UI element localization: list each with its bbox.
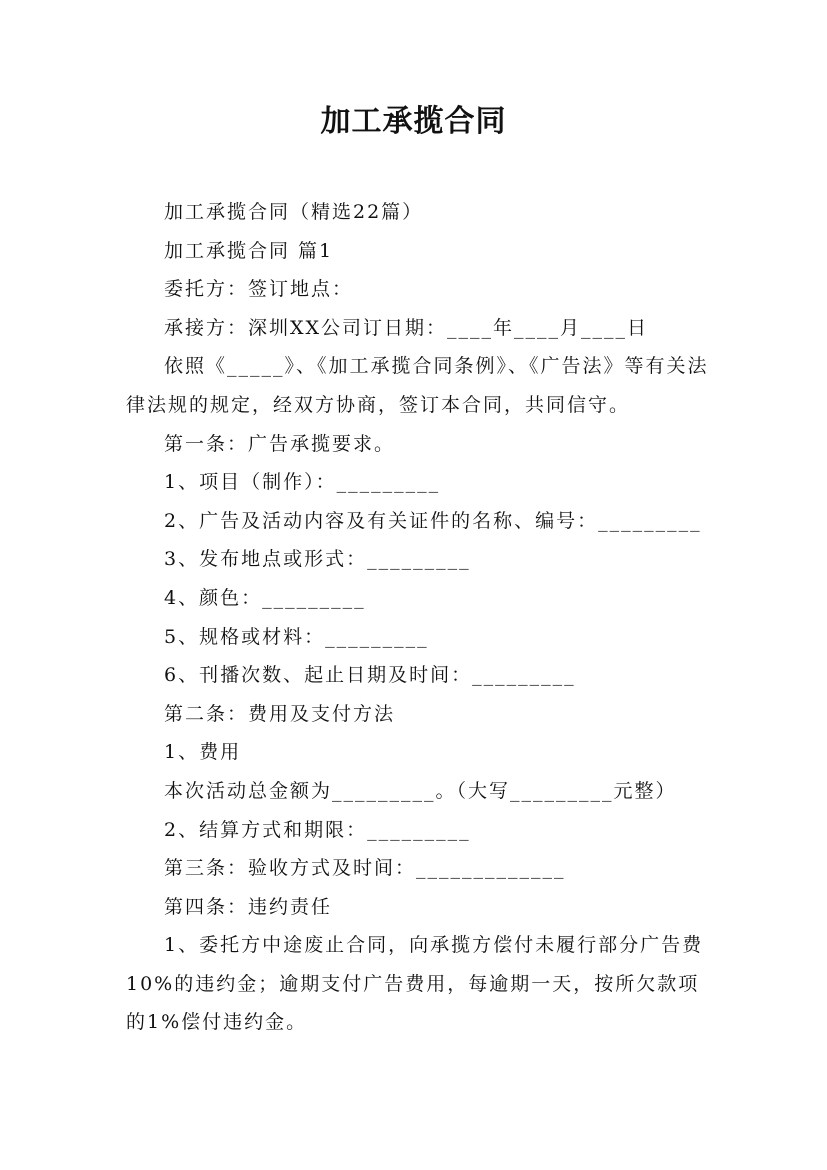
list-item: 3、发布地点或形式：_________ bbox=[164, 548, 471, 571]
paragraph: 本次活动总金额为_________。（大写_________元整） bbox=[164, 779, 677, 802]
section-heading: 第三条：验收方式及时间：_____________ bbox=[164, 857, 566, 880]
document-body bbox=[126, 193, 716, 1042]
section-heading: 第二条：费用及支付方法 bbox=[164, 702, 396, 725]
paragraph: 承接方：深圳XX公司订日期：____年____月____日 bbox=[164, 316, 649, 339]
list-item: 1、项目（制作）：_________ bbox=[164, 471, 441, 494]
paragraph: 加工承揽合同 篇1 bbox=[164, 239, 334, 262]
paragraph: 依照《_____》、《加工承揽合同条例》、《广告法》等有关法律法规的规定，经双方协商，签订本合同，共同信守。 bbox=[126, 355, 709, 416]
paragraph: 委托方：签订地点： bbox=[164, 278, 354, 301]
section-heading: 第四条：违约责任 bbox=[164, 895, 333, 918]
list-item: 6、刊播次数、起止日期及时间：_________ bbox=[164, 664, 576, 687]
list-item: 2、广告及活动内容及有关证件的名称、编号：_________ bbox=[164, 509, 702, 532]
list-item: 1、委托方中途废止合同，向承揽方偿付未履行部分广告费10%的违约金；逾期支付广告费用，每逾期一天，按所欠款项的1%偿付违约金。 bbox=[126, 934, 704, 1034]
list-item: 1、费用 bbox=[164, 741, 242, 764]
list-item: 2、结算方式和期限：_________ bbox=[164, 818, 471, 841]
list-item: 5、规格或材料：_________ bbox=[164, 625, 429, 648]
section-heading: 第一条：广告承揽要求。 bbox=[164, 432, 396, 455]
document-title: 加工承揽合同 bbox=[320, 104, 507, 139]
list-item: 4、颜色：_________ bbox=[164, 586, 366, 609]
paragraph: 加工承揽合同（精选22篇） bbox=[164, 201, 424, 223]
